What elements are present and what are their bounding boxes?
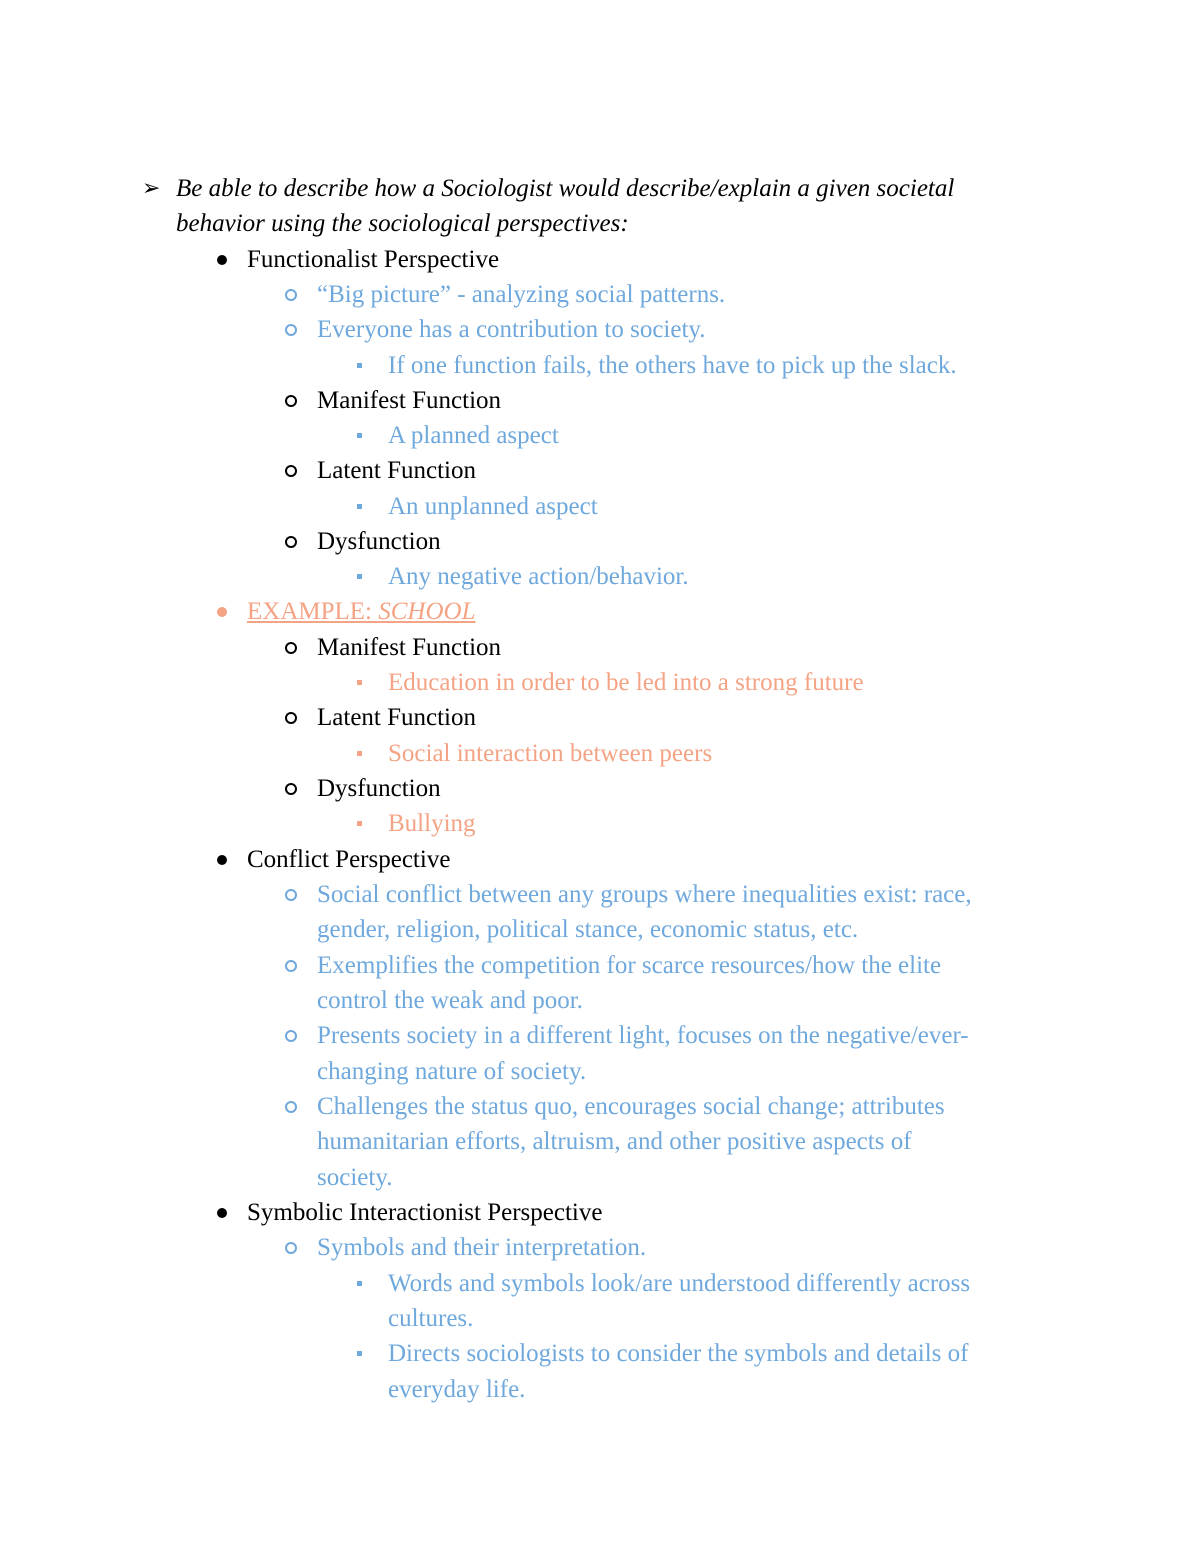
- list-item-text: humanitarian efforts, altruism, and other positive aspects of: [317, 1128, 912, 1155]
- filled-circle-bullet-icon: [217, 1208, 227, 1218]
- hollow-circle-bullet-icon: [285, 465, 297, 477]
- functionalist-title-text: Functionalist Perspective: [247, 246, 500, 273]
- filled-circle-bullet-icon: [217, 855, 227, 865]
- hollow-circle-bullet-icon: [285, 1101, 297, 1113]
- example-title-text: [247, 594, 476, 629]
- list-item-text: If one function fails, the others have to pick up the slack.: [388, 352, 957, 379]
- list-item-text: cultures.: [388, 1305, 474, 1332]
- square-bullet-icon: [357, 433, 362, 438]
- list-item-text: Latent Function: [317, 704, 476, 731]
- list-item-text: control the weak and poor.: [317, 987, 583, 1014]
- symbolic-title-text: Symbolic Interactionist Perspective: [247, 1199, 603, 1226]
- conflict-title-text: Conflict Perspective: [247, 846, 451, 873]
- list-item-text: A planned aspect: [388, 422, 559, 449]
- hollow-circle-bullet-icon: [285, 289, 297, 301]
- list-item-text: Exemplifies the competition for scarce resources/how the elite: [317, 952, 942, 979]
- heading-text-1: Be able to describe how a Sociologist would describe/explain a given societal: [176, 175, 955, 202]
- square-bullet-icon: [357, 504, 362, 509]
- hollow-circle-bullet-icon: [285, 1030, 297, 1042]
- square-bullet-icon: [357, 363, 362, 368]
- list-item-text: Words and symbols look/are understood differently across: [388, 1270, 971, 1297]
- list-item-text: Education in order to be led into a strong future: [388, 669, 864, 696]
- example-subject: SCHOOL: [378, 598, 476, 625]
- square-bullet-icon: [357, 821, 362, 826]
- list-item-text: everyday life.: [388, 1376, 526, 1403]
- list-item-text: Social conflict between any groups where inequalities exist: race,: [317, 881, 972, 908]
- list-item-text: Social interaction between peers: [388, 740, 713, 767]
- square-bullet-icon: [357, 680, 362, 685]
- list-item-text: Everyone has a contribution to society.: [317, 316, 706, 343]
- square-bullet-icon: [357, 1281, 362, 1286]
- hollow-circle-bullet-icon: [285, 712, 297, 724]
- list-item-text: Bullying: [388, 810, 476, 837]
- list-item-text: changing nature of society.: [317, 1058, 587, 1085]
- arrowhead-bullet-icon: ➢: [142, 176, 161, 201]
- hollow-circle-bullet-icon: [285, 642, 297, 654]
- list-item-text: gender, religion, political stance, economic status, etc.: [317, 916, 859, 943]
- square-bullet-icon: [357, 1351, 362, 1356]
- filled-circle-bullet-icon: [217, 255, 227, 265]
- hollow-circle-bullet-icon: [285, 889, 297, 901]
- hollow-circle-bullet-icon: [285, 324, 297, 336]
- list-item-text: An unplanned aspect: [388, 493, 598, 520]
- list-item-text: society.: [317, 1164, 393, 1191]
- hollow-circle-bullet-icon: [285, 960, 297, 972]
- example-prefix: EXAMPLE:: [247, 598, 379, 625]
- square-bullet-icon: [357, 574, 362, 579]
- list-item-text: Manifest Function: [317, 634, 502, 661]
- list-item-text: Manifest Function: [317, 387, 502, 414]
- list-item-text: Symbols and their interpretation.: [317, 1234, 647, 1261]
- list-item-text: Latent Function: [317, 457, 476, 484]
- hollow-circle-bullet-icon: [285, 783, 297, 795]
- list-item-text: Directs sociologists to consider the symbols and details of: [388, 1340, 969, 1367]
- list-item-text: Any negative action/behavior.: [388, 563, 689, 590]
- list-item-text: Dysfunction: [317, 528, 441, 555]
- list-item-text: Dysfunction: [317, 775, 441, 802]
- heading-text-2: behavior using the sociological perspectives:: [176, 210, 629, 237]
- heading-line-1: [142, 171, 1062, 206]
- list-item-text: “Big picture” - analyzing social patterns.: [317, 281, 726, 308]
- filled-circle-bullet-icon: [217, 607, 227, 617]
- hollow-circle-bullet-icon: [285, 1242, 297, 1254]
- list-item-text: Presents society in a different light, focuses on the negative/ever-: [317, 1022, 969, 1049]
- square-bullet-icon: [357, 751, 362, 756]
- hollow-circle-bullet-icon: [285, 395, 297, 407]
- list-item-text: Challenges the status quo, encourages social change; attributes: [317, 1093, 945, 1120]
- hollow-circle-bullet-icon: [285, 536, 297, 548]
